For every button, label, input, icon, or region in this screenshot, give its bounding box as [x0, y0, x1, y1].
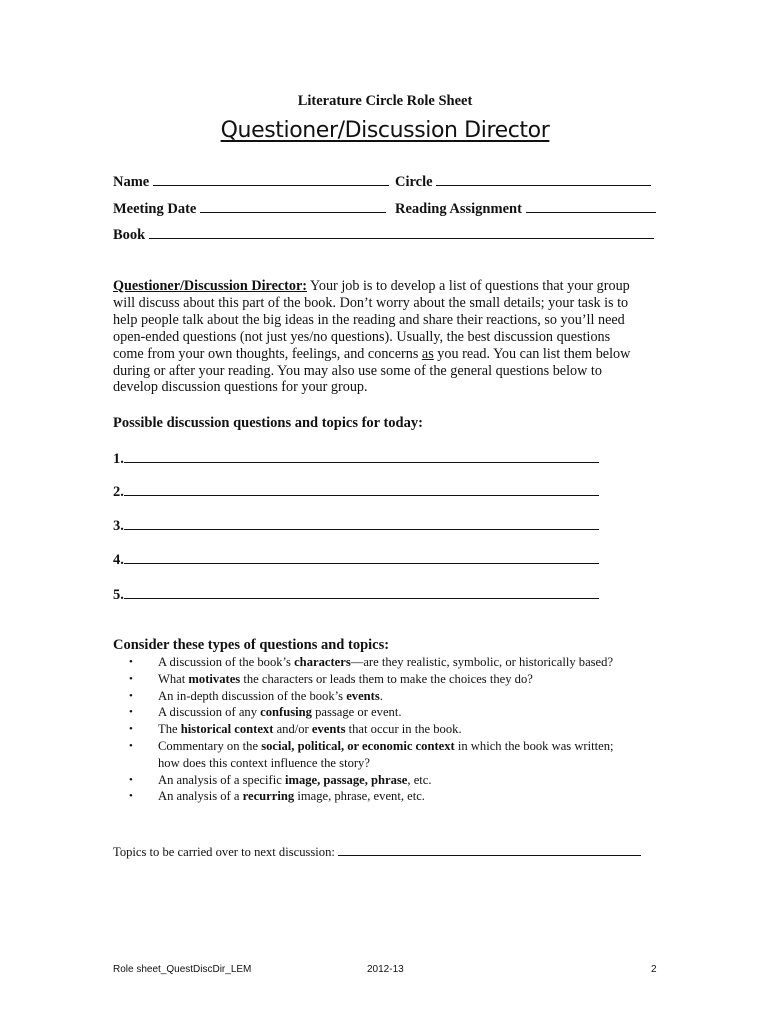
- bullet-icon: •: [129, 656, 133, 668]
- question-blank[interactable]: [124, 519, 599, 530]
- intro-line-1: Questioner/Discussion Director: Your job is to develop a list of questions that your group: [113, 278, 630, 294]
- bullet-icon: •: [129, 739, 133, 752]
- reading-assignment-blank[interactable]: [526, 202, 656, 213]
- list-item: • An analysis of a specific image, passage, phrase, etc.: [113, 772, 673, 789]
- book-field[interactable]: [113, 227, 654, 244]
- carry-over-label: Topics to be carried over to next discussion:: [113, 845, 339, 859]
- name-label: Name: [113, 174, 150, 190]
- carry-over-blank[interactable]: [338, 846, 641, 856]
- question-blank[interactable]: [124, 485, 599, 496]
- book-blank[interactable]: [149, 228, 654, 239]
- role-lead: Questioner/Discussion Director:: [113, 278, 308, 294]
- list-item: • An in-depth discussion of the book’s events.: [113, 688, 673, 705]
- meeting-date-field[interactable]: [113, 201, 386, 218]
- intro-line-7: develop discussion questions for your group.: [113, 379, 368, 396]
- question-line-2[interactable]: 2.: [113, 484, 599, 501]
- intro-line-4: open-ended questions (not just yes/no questions). Usually, the best discussion questions: [113, 328, 611, 345]
- intro-line-2: will discuss about this part of the book. Don’t worry about the small details; your task is to: [113, 294, 629, 311]
- consider-heading: Consider these types of questions and topics:: [113, 637, 390, 653]
- question-line-4[interactable]: 4.: [113, 552, 599, 569]
- bullet-icon: •: [129, 672, 133, 685]
- intro-line-5: come from your own thoughts, feelings, and concerns as you read. You can list them below: [113, 345, 631, 362]
- footer-year: 2012-13: [367, 964, 404, 975]
- question-line-3[interactable]: 3.: [113, 518, 599, 535]
- circle-field[interactable]: [395, 174, 651, 191]
- role-description: [113, 278, 658, 396]
- reading-assignment-label: Reading Assignment: [395, 201, 522, 217]
- page-title: Questioner/Discussion Director: [220, 118, 550, 143]
- circle-label: Circle: [395, 174, 433, 190]
- question-blank[interactable]: [124, 588, 599, 599]
- bullet-icon: •: [129, 689, 133, 702]
- bullet-icon: •: [129, 790, 133, 803]
- list-item: • A discussion of any confusing passage or event.: [113, 704, 673, 721]
- question-blank[interactable]: [124, 452, 599, 463]
- question-blank[interactable]: [124, 553, 599, 564]
- footer-doc-id: Role sheet_QuestDiscDir_LEM: [113, 964, 252, 975]
- intro-line-3: help people talk about the big ideas in the reading and share their reactions, so you’ll need: [113, 311, 625, 328]
- name-field[interactable]: [113, 174, 389, 191]
- list-item: • Commentary on the social, political, or economic context in which the book was written; how does this context influence the story?: [113, 738, 673, 772]
- list-item: • The historical context and/or events that occur in the book.: [113, 721, 673, 738]
- intro-line-6: during or after your reading. You may also use some of the general questions below to: [113, 362, 602, 379]
- question-line-5[interactable]: 5.: [113, 587, 599, 604]
- sheet-kicker: Literature Circle Role Sheet: [297, 93, 473, 109]
- bullet-icon: •: [129, 706, 133, 719]
- question-line-1[interactable]: 1.: [113, 451, 599, 468]
- bullet-icon: •: [129, 723, 133, 736]
- topic-list: [113, 654, 673, 805]
- circle-blank[interactable]: [436, 175, 651, 186]
- carry-over-field[interactable]: [113, 845, 641, 860]
- reading-assignment-field[interactable]: [395, 201, 656, 218]
- bullet-icon: •: [129, 773, 133, 786]
- footer-page-number: 2: [651, 964, 657, 975]
- book-label: Book: [113, 227, 146, 243]
- name-blank[interactable]: [153, 175, 389, 186]
- meeting-date-blank[interactable]: [200, 202, 386, 213]
- list-item: • A discussion of the book’s characters—are they realistic, symbolic, or historically based?: [113, 654, 673, 671]
- list-item: • What motivates the characters or leads them to make the choices they do?: [113, 671, 673, 688]
- possible-questions-heading: Possible discussion questions and topics for today:: [113, 415, 423, 431]
- meeting-date-label: Meeting Date: [113, 201, 197, 217]
- list-item: • An analysis of a recurring image, phrase, event, etc.: [113, 788, 673, 805]
